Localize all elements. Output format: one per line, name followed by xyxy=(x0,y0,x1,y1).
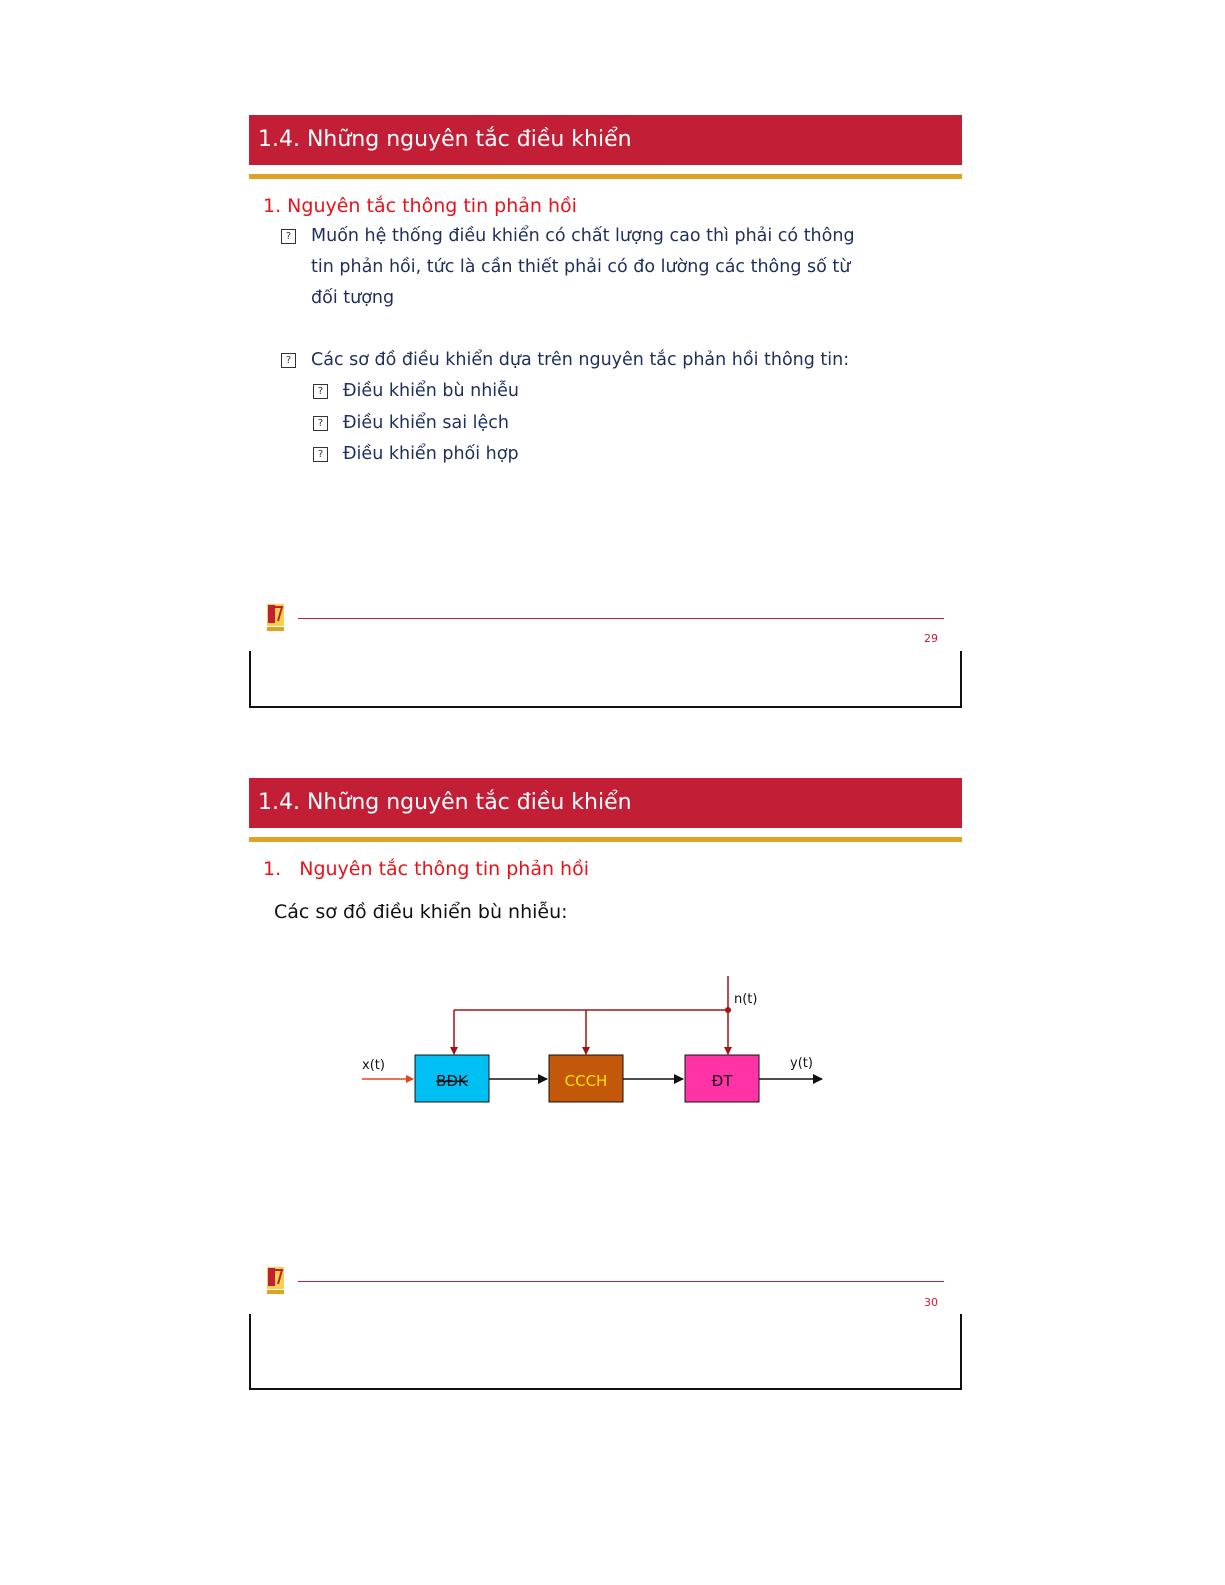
bullet-feedback-quality xyxy=(285,221,931,314)
title-underline xyxy=(249,174,962,179)
bullet-glyph: ? xyxy=(313,416,328,431)
bullet-line-2: tin phản hồi, tức là cần thiết phải có đo lường các thông số từ xyxy=(311,257,851,277)
output-label: y(t) xyxy=(790,1056,813,1071)
section-heading: 1. Nguyên tắc thông tin phản hồi xyxy=(263,858,589,880)
sub-item-text: Điều khiển phối hợp xyxy=(343,444,519,464)
sub-item-combined xyxy=(317,439,743,470)
page-number: 30 xyxy=(924,1296,938,1309)
page-number: 29 xyxy=(924,632,938,645)
disturbance-compensation-diagram xyxy=(354,968,834,1118)
bullet-line-1: Muốn hệ thống điều khiển có chất lượng cao thì phải có thông xyxy=(311,226,855,246)
university-logo xyxy=(266,603,285,633)
bdk-label: BĐK xyxy=(436,1072,468,1090)
ccch-label: CCCH xyxy=(564,1072,608,1090)
sub-item-error xyxy=(317,408,743,439)
footer-rule xyxy=(298,618,944,619)
noise-label: n(t) xyxy=(734,992,758,1007)
slide-title: 1.4. Những nguyên tắc điều khiển xyxy=(249,778,962,828)
footer-rule xyxy=(298,1281,944,1282)
sub-item-text: Điều khiển sai lệch xyxy=(343,413,509,433)
section-heading: 1. Nguyên tắc thông tin phản hồi xyxy=(263,195,577,217)
bullet-glyph: ? xyxy=(313,447,328,462)
slide-30 xyxy=(249,778,962,1391)
slide-29 xyxy=(249,115,962,710)
sub-item-disturbance xyxy=(317,376,743,407)
dt-label: ĐT xyxy=(711,1072,733,1090)
input-label: x(t) xyxy=(362,1058,385,1073)
bullet-control-schemes xyxy=(285,345,951,376)
bullet-glyph: ? xyxy=(281,229,296,244)
slide-frame xyxy=(249,1314,962,1390)
slide-title: 1.4. Những nguyên tắc điều khiển xyxy=(249,115,962,165)
bullet-glyph: ? xyxy=(313,384,328,399)
title-underline xyxy=(249,837,962,842)
sub-item-text: Điều khiển bù nhiễu xyxy=(343,381,520,401)
university-logo xyxy=(266,1266,285,1296)
bullet-glyph: ? xyxy=(281,353,296,368)
bullet-line-3: đối tượng xyxy=(311,288,395,308)
bullet-text: Các sơ đồ điều khiển dựa trên nguyên tắc phản hồi thông tin: xyxy=(311,350,850,370)
slide-frame xyxy=(249,651,962,708)
diagram-caption: Các sơ đồ điều khiển bù nhiễu: xyxy=(274,901,568,923)
